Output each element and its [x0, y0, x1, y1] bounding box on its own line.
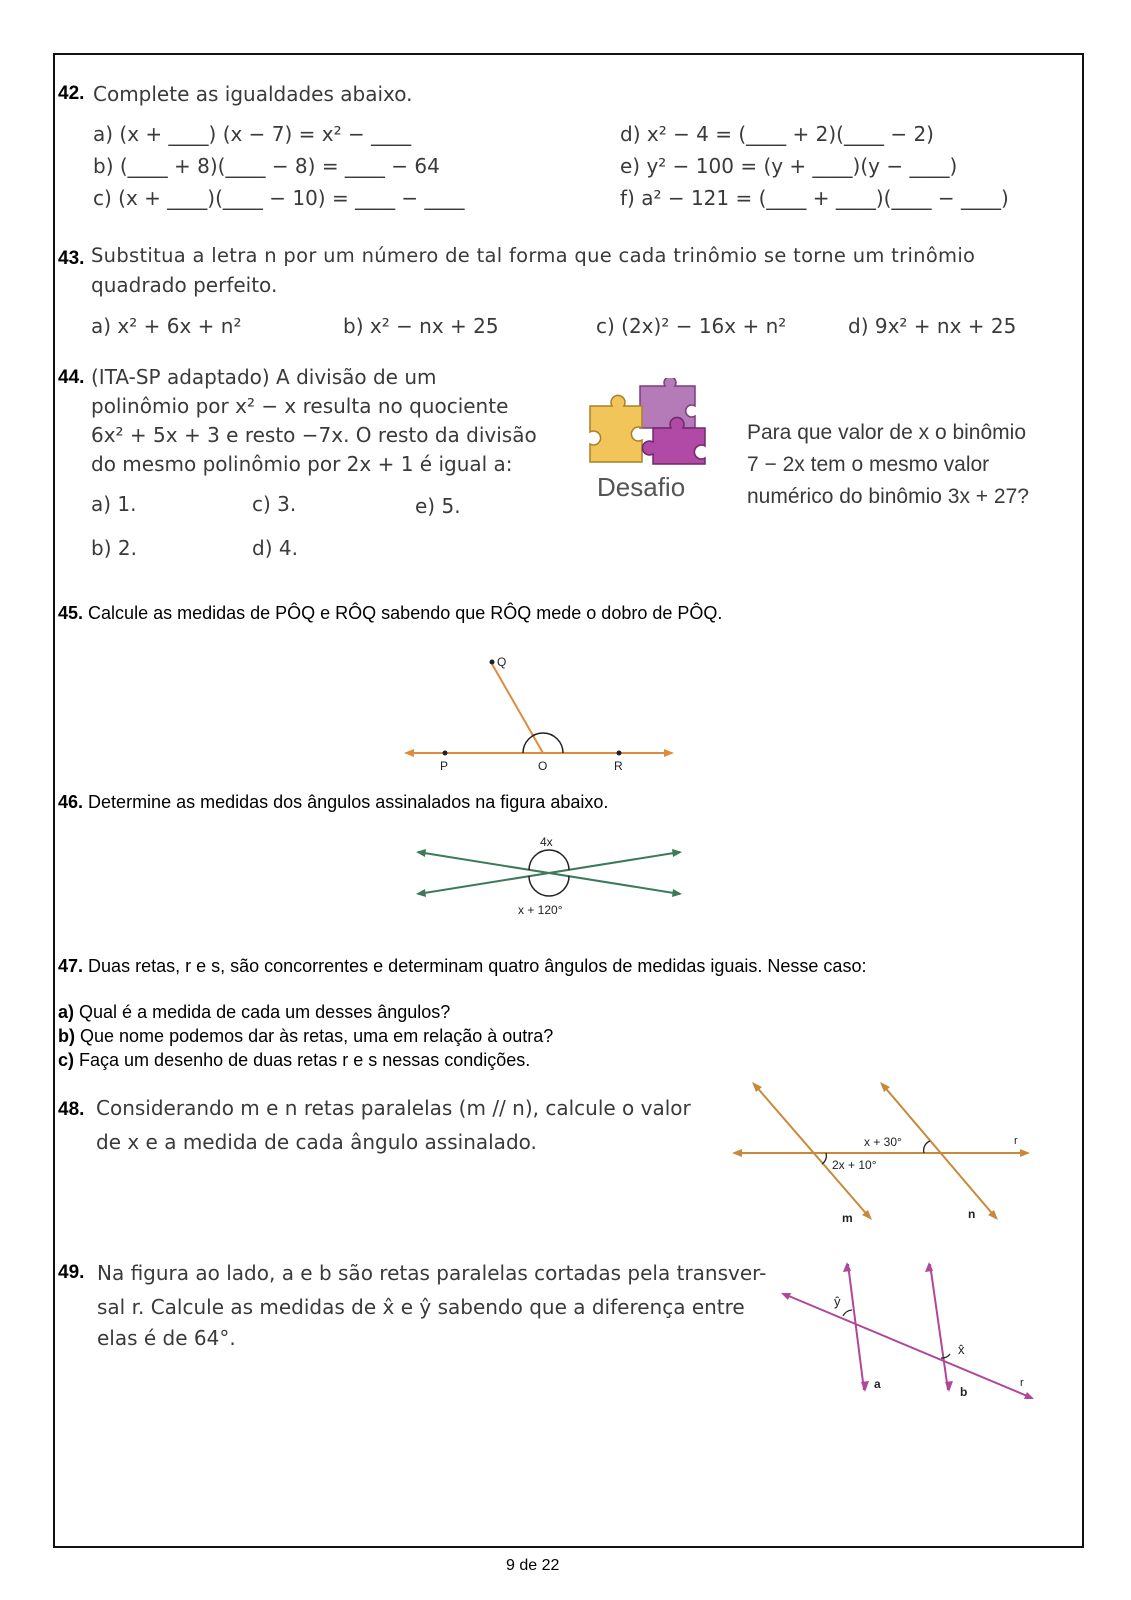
q44-line1: (ITA-SP adaptado) A divisão de um: [91, 365, 437, 389]
q49-line3: elas é de 64°.: [97, 1326, 236, 1350]
q42-item-d: d) x² − 4 = (____ + 2)(____ − 2): [620, 122, 934, 146]
q44-number: 44.: [58, 367, 85, 388]
q44-line2: polinômio por x² − x resulta no quociente: [91, 394, 509, 418]
desafio-line3: numérico do binômio 3x + 27?: [747, 485, 1029, 508]
q48-figure: [728, 1078, 1034, 1228]
desafio-line2: 7 − 2x tem o mesmo valor: [747, 453, 990, 476]
q45-label-q: Q: [497, 655, 507, 669]
q44-option-b: b) 2.: [91, 536, 137, 560]
q46-arrow-1: [416, 849, 426, 857]
q46-arrow-4: [672, 849, 682, 857]
q45-point-p: [443, 751, 448, 756]
q49-figure: [776, 1258, 1038, 1408]
q46-number: 46.: [58, 792, 84, 812]
q43-line1: Substitua a letra n por um número de tal forma que cada trinômio se torne um trinômio: [91, 244, 976, 267]
puzzle-icon: [585, 378, 715, 470]
q42-statement: Complete as igualdades abaixo.: [93, 82, 413, 106]
q46-figure: [410, 830, 690, 925]
q46-label-bottom: x + 120°: [518, 903, 563, 917]
q49-arrow-a-top: [843, 1262, 851, 1272]
q46-arc-top: [529, 850, 569, 870]
q45-angle-arc: [523, 733, 563, 753]
q48-number: 48.: [58, 1099, 85, 1120]
q48-line2: de x e a medida de cada ângulo assinalado.: [96, 1130, 537, 1154]
desafio-label: Desafio: [597, 472, 686, 502]
q49-arrow-b-bottom: [945, 1381, 953, 1392]
q47-item-b: Que nome podemos dar às retas, uma em relação à outra?: [80, 1026, 554, 1046]
q49-label-y: ŷ: [834, 1294, 841, 1309]
q45-arrow-right: [664, 749, 674, 757]
q49-line2: sal r. Calcule as medidas de x̂ e ŷ sabendo que a diferença entre: [97, 1295, 745, 1319]
q43-item-d: d) 9x² + nx + 25: [848, 314, 1017, 338]
q48-label-a2: 2x + 10°: [832, 1158, 877, 1172]
q48-label-a1: x + 30°: [864, 1135, 902, 1149]
q43-item-a: a) x² + 6x + n²: [91, 314, 242, 338]
q47-statement: Duas retas, r e s, são concorrentes e determinam quatro ângulos de medidas iguais. Nesse caso:: [88, 956, 867, 976]
q45-point-r: [617, 751, 622, 756]
q46-arrow-3: [416, 889, 426, 897]
q45-number: 45.: [58, 603, 84, 623]
q42-item-c: c) (x + ____)(____ − 10) = ____ − ____: [93, 186, 465, 210]
q47-letter-c: c): [58, 1050, 75, 1070]
q48-label-n: n: [968, 1207, 976, 1221]
desafio-line1: Para que valor de x o binômio: [747, 421, 1026, 444]
q48-line-m: [754, 1084, 870, 1218]
q47-item-a: Qual é a medida de cada um desses ângulos?: [79, 1002, 451, 1022]
q48-label-m: m: [842, 1211, 853, 1225]
q48-line-n: [882, 1084, 996, 1218]
q49-label-x: x̂: [958, 1342, 965, 1357]
q45-label-p: P: [440, 759, 449, 773]
q45-statement: Calcule as medidas de PÔQ e RÔQ sabendo que RÔQ mede o dobro de PÔQ.: [88, 603, 723, 623]
q49-line-r: [784, 1294, 1032, 1398]
q44-line4: do mesmo polinômio por 2x + 1 é igual a:: [91, 452, 513, 476]
q45-figure: [400, 640, 680, 780]
q43-number: 43.: [58, 248, 85, 269]
q49-label-b: b: [960, 1385, 968, 1399]
q49-arrow-r-left: [781, 1293, 791, 1300]
q42-number: 42.: [58, 83, 85, 104]
q43-item-b: b) x² − nx + 25: [343, 314, 499, 338]
q49-line-b: [930, 1264, 948, 1390]
q45-label-o: O: [538, 759, 548, 773]
q46-arc-bottom: [529, 876, 569, 896]
q47-letter-b: b): [58, 1026, 75, 1046]
q42-item-b: b) (____ + 8)(____ − 8) = ____ − 64: [93, 154, 440, 178]
q49-label-a: a: [874, 1377, 881, 1391]
q44-option-a: a) 1.: [91, 492, 137, 516]
q42-item-a: a) (x + ____) (x − 7) = x² − ____: [93, 122, 412, 146]
q48-label-r: r: [1014, 1135, 1018, 1147]
q44-line3: 6x² + 5x + 3 e resto −7x. O resto da divisão: [91, 423, 537, 447]
q44-option-c: c) 3.: [252, 492, 297, 516]
q43-item-c: c) (2x)² − 16x + n²: [596, 314, 787, 338]
q48-arrow-r-left: [732, 1149, 742, 1157]
page-number: 9 de 22: [506, 1557, 560, 1574]
q45-point-q: [490, 660, 495, 665]
q46-arrow-2: [672, 889, 682, 897]
q47-number: 47.: [58, 956, 84, 976]
q49-arrow-r-right: [1024, 1392, 1034, 1399]
q48-line1: Considerando m e n retas paralelas (m // n), calcule o valor: [96, 1096, 691, 1120]
q42-item-f: f) a² − 121 = (____ + ____)(____ − ____): [620, 186, 1009, 210]
q44-option-d: d) 4.: [252, 536, 298, 560]
q49-line1: Na figura ao lado, a e b são retas paralelas cortadas pela transver-: [97, 1261, 767, 1285]
q48-arc-1: [924, 1141, 930, 1153]
q45-label-r: R: [614, 759, 623, 773]
q49-number: 49.: [58, 1262, 85, 1283]
q47-letter-a: a): [58, 1002, 75, 1022]
q44-option-e: e) 5.: [415, 494, 461, 518]
q46-label-top: 4x: [540, 835, 553, 849]
q49-arrow-a-bottom: [861, 1381, 869, 1392]
q49-arrow-b-top: [925, 1262, 933, 1272]
q49-arc-y: [843, 1310, 852, 1316]
q43-line2: quadrado perfeito.: [91, 273, 278, 297]
q46-statement: Determine as medidas dos ângulos assinalados na figura abaixo.: [88, 792, 609, 812]
q45-arrow-left: [404, 749, 414, 757]
q42-item-e: e) y² − 100 = (y + ____)(y − ____): [620, 154, 958, 178]
q48-arrow-r-right: [1020, 1149, 1030, 1157]
q49-label-r: r: [1020, 1377, 1024, 1389]
q45-ray-oq: [492, 664, 543, 753]
q47-item-c: Faça um desenho de duas retas r e s nessas condições.: [79, 1050, 531, 1070]
